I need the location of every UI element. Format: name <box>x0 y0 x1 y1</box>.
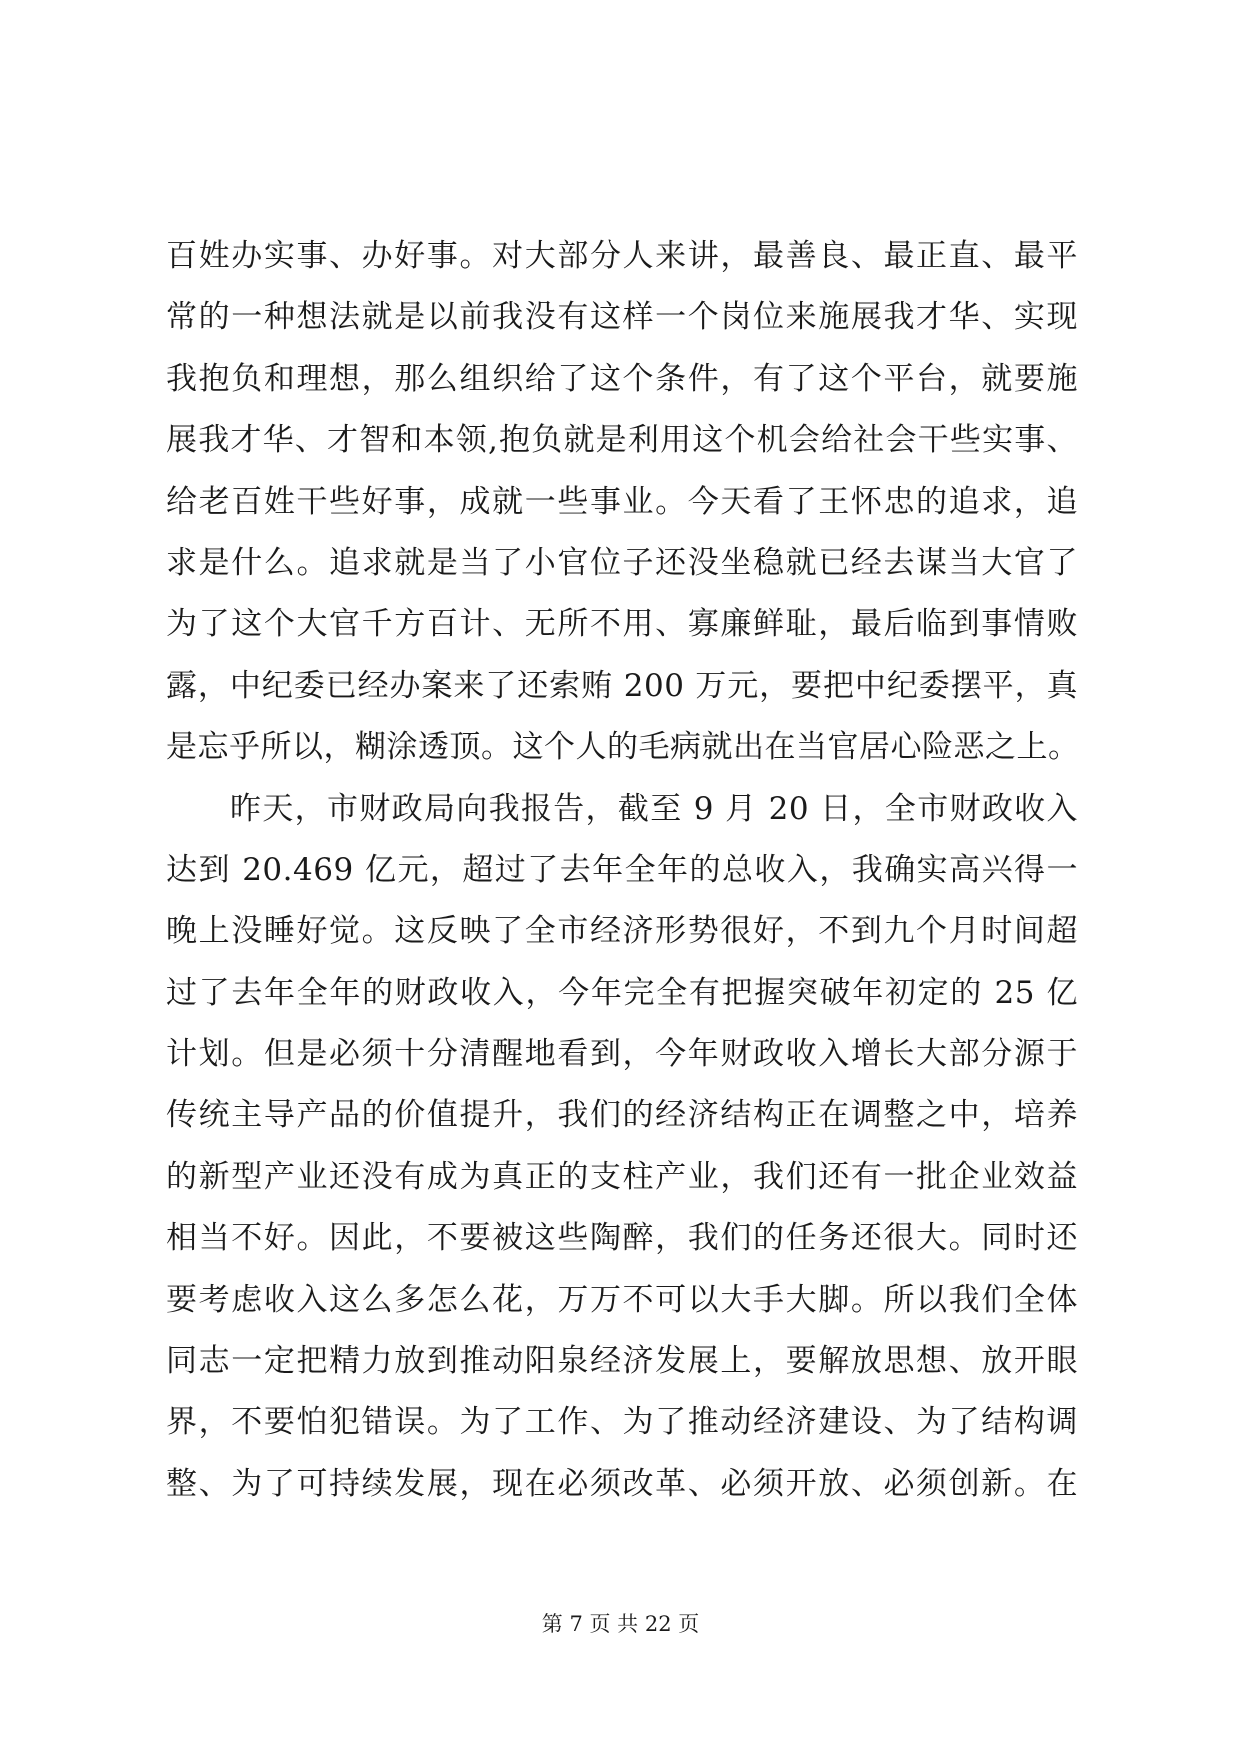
text-line: 晚上没睡好觉。这反映了全市经济形势很好，不到九个月时间超 <box>166 913 1078 950</box>
paragraph-1 <box>166 226 1078 779</box>
text-line: 昨天，市财政局向我报告，截至 9 月 20 日，全市财政收入 <box>230 790 1078 827</box>
document-body <box>166 226 1078 1515</box>
text-line: 给老百姓干些好事，成就一些事业。今天看了王怀忠的追求，追 <box>166 483 1078 520</box>
text-line: 整、为了可持续发展，现在必须改革、必须开放、必须创新。在 <box>166 1465 1078 1502</box>
page-footer: 第 7 页 共 22 页 <box>541 1612 700 1636</box>
text-line: 要考虑收入这么多怎么花，万万不可以大手大脚。所以我们全体 <box>166 1281 1078 1318</box>
paragraph-2 <box>166 779 1078 1516</box>
text-line: 计划。但是必须十分清醒地看到，今年财政收入增长大部分源于 <box>166 1036 1078 1073</box>
text-line: 相当不好。因此，不要被这些陶醉，我们的任务还很大。同时还 <box>166 1220 1078 1257</box>
text-line: 求是什么。追求就是当了小官位子还没坐稳就已经去谋当大官了 <box>166 544 1078 581</box>
text-line: 是忘乎所以，糊涂透顶。这个人的毛病就出在当官居心险恶之上。 <box>166 729 1080 766</box>
text-line: 常的一种想法就是以前我没有这样一个岗位来施展我才华、实现 <box>166 299 1078 336</box>
text-line: 露，中纪委已经办案来了还索贿 200 万元，要把中纪委摆平，真 <box>166 667 1078 704</box>
text-line: 展我才华、才智和本领,抱负就是利用这个机会给社会干些实事、 <box>166 422 1078 459</box>
text-line: 界，不要怕犯错误。为了工作、为了推动经济建设、为了结构调 <box>166 1404 1078 1441</box>
text-line: 达到 20.469 亿元，超过了去年全年的总收入，我确实高兴得一 <box>166 851 1078 888</box>
text-line: 我抱负和理想，那么组织给了这个条件，有了这个平台，就要施 <box>166 360 1078 397</box>
text-line: 为了这个大官千方百计、无所不用、寡廉鲜耻，最后临到事情败 <box>166 606 1078 643</box>
text-line: 的新型产业还没有成为真正的支柱产业，我们还有一批企业效益 <box>166 1158 1078 1195</box>
text-line: 同志一定把精力放到推动阳泉经济发展上，要解放思想、放开眼 <box>166 1343 1078 1380</box>
text-line: 百姓办实事、办好事。对大部分人来讲，最善良、最正直、最平 <box>166 238 1078 274</box>
text-line: 传统主导产品的价值提升，我们的经济结构正在调整之中，培养 <box>166 1097 1078 1134</box>
text-line: 过了去年全年的财政收入，今年完全有把握突破年初定的 25 亿 <box>166 974 1078 1011</box>
